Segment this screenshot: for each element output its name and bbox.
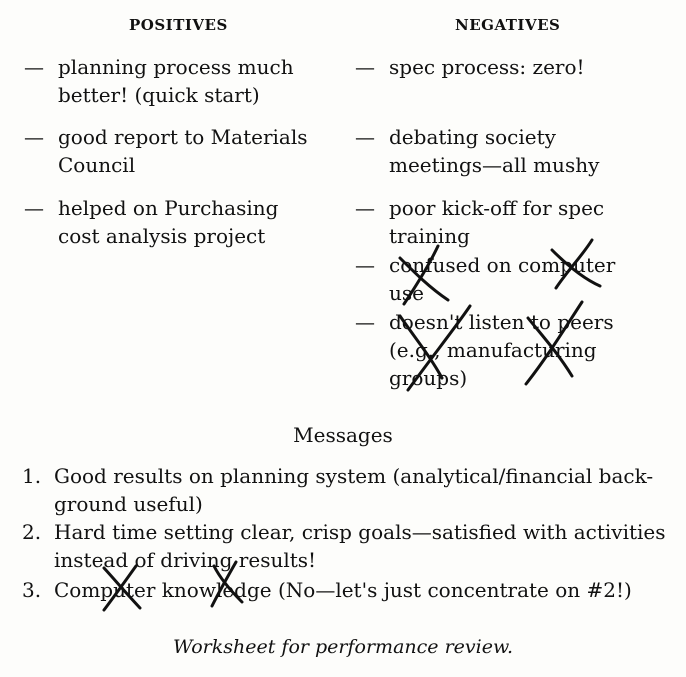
positives-heading: POSITIVES <box>129 16 228 34</box>
positive-item: — planning process much better! (quick start) <box>24 55 294 107</box>
positive-item: — good report to Materials Council <box>24 125 308 177</box>
negative-item: — poor kick-off for spec training <box>355 196 605 248</box>
figure-caption: Worksheet for performance review. <box>173 636 513 658</box>
negative-item-crossed: — confused on computer use <box>355 253 616 305</box>
positive-item: — helped on Purchasing cost analysis project <box>24 196 279 248</box>
negative-item-crossed: — doesn't listen to peers (e.g., manufacturing groups) <box>355 310 614 390</box>
negative-item: — debating society meetings—all mushy <box>355 125 600 177</box>
messages-heading: Messages <box>293 423 393 447</box>
negatives-heading: NEGATIVES <box>455 16 561 34</box>
negative-item: — spec process: zero! <box>355 55 585 79</box>
